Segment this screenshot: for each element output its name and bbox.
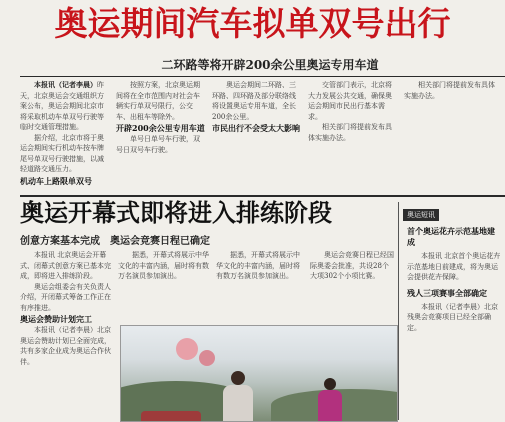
photo-balloon bbox=[199, 350, 215, 366]
story1-section-heading: 市民出行不会受太大影响 bbox=[212, 123, 300, 133]
story2-section-heading: 奥运会赞助计划完工 bbox=[20, 314, 92, 324]
divider-middle bbox=[20, 195, 505, 197]
story2-headline: 奥运开幕式即将进入排练阶段 bbox=[20, 198, 332, 227]
story2-col2-para: 据悉，开幕式将展示中华文化的丰富内涵，届时将有数万名演员参加演出。 bbox=[118, 251, 209, 280]
sidebar-item-title: 首个奥运花卉示范基地建成 bbox=[407, 226, 495, 247]
divider-top bbox=[20, 76, 505, 77]
story1-dateline: 本报讯（记者李晨） bbox=[34, 80, 97, 89]
story1-column-1 bbox=[20, 80, 110, 192]
story1-section-heading: 开辟200余公里专用车道 bbox=[116, 123, 205, 133]
story2-column-4 bbox=[310, 250, 394, 322]
story1-col1-para: 昨天，北京奥运会交通组织方案公布，奥运会期间北京市将采取机动车单双号行驶等临时交通管理措施。 bbox=[20, 81, 104, 131]
sidebar-tag: 奥运短讯 bbox=[403, 209, 439, 221]
story2-column-2 bbox=[118, 250, 210, 322]
news-photo bbox=[120, 325, 398, 422]
story1-col4-para: 交管部门表示，北京将大力发展公共交通，确保奥运会期间市民出行基本需求。 bbox=[308, 81, 392, 121]
sidebar-item-title: 残人三项赛事全部确定 bbox=[407, 287, 487, 298]
story1-col2-para: 按照方案，北京奥运期间将在全市范围内对社会车辆实行单双号限行，公交车、出租车等除外。 bbox=[116, 81, 200, 121]
main-headline: 奥运期间汽车拟单双号出行 bbox=[54, 4, 451, 43]
story2-column-3 bbox=[216, 250, 304, 322]
sidebar-briefs bbox=[398, 202, 505, 420]
story2-col3-para: 奥运会竞赛日程已经国际奥委会批准，共设28个大项302个小项比赛。 bbox=[310, 251, 394, 280]
sidebar-item-text: 本报讯 北京首个奥运花卉示范基地日前建成，将为奥运会提供花卉保障。 bbox=[407, 252, 501, 281]
story1-column-4 bbox=[308, 80, 398, 192]
main-subheadline: 二环路等将开辟200余公里奥运专用车道 bbox=[161, 58, 379, 72]
story2-col1-para: 本报讯 北京奥运会开幕式、闭幕式创意方案已基本完成，即将进入排练阶段。 bbox=[20, 251, 111, 280]
story1-column-5 bbox=[404, 80, 500, 192]
story1-col4-para: 相关部门将提前发布具体实施办法。 bbox=[404, 81, 495, 100]
story1-col1-para: 据介绍，北京市将于奥运会期间实行机动车按车牌尾号单双号行驶措施，以减轻道路交通压力。 bbox=[20, 133, 104, 173]
story1-column-3 bbox=[212, 80, 302, 192]
story1-col4-para: 相关部门将提前发布具体实施办法。 bbox=[308, 123, 392, 142]
photo-person bbox=[316, 378, 344, 421]
story1-col2-para: 单号日单号车行驶，双号日双号车行驶。 bbox=[116, 135, 200, 154]
story2-col1-para: 奥运会组委会有关负责人介绍，开闭幕式筹备工作正在有序推进。 bbox=[20, 282, 111, 312]
story2-col1b-para: 本报讯（记者李晨）北京奥运会赞助计划已全面完成，共有多家企业成为奥运合作伙伴。 bbox=[20, 326, 111, 366]
story2-col2-para: 据悉，开幕式将展示中华文化的丰富内涵，届时将有数万名演员参加演出。 bbox=[216, 251, 300, 280]
story2-subheadline: 创意方案基本完成 奥运会竞赛日程已确定 bbox=[20, 236, 210, 246]
photo-person bbox=[221, 371, 255, 421]
story1-section-heading: 机动车上路限单双号 bbox=[20, 175, 92, 186]
photo-balloon bbox=[176, 338, 198, 360]
story1-col3-para: 奥运会期间二环路、三环路、四环路及部分联络线将设置奥运专用车道，全长200余公里。 bbox=[212, 81, 296, 121]
story2-column-1 bbox=[20, 250, 112, 420]
story1-column-2 bbox=[116, 80, 206, 192]
sidebar-item-text: 本报讯（记者李晨）北京残奥会竞赛项目已经全部确定。 bbox=[407, 302, 498, 332]
